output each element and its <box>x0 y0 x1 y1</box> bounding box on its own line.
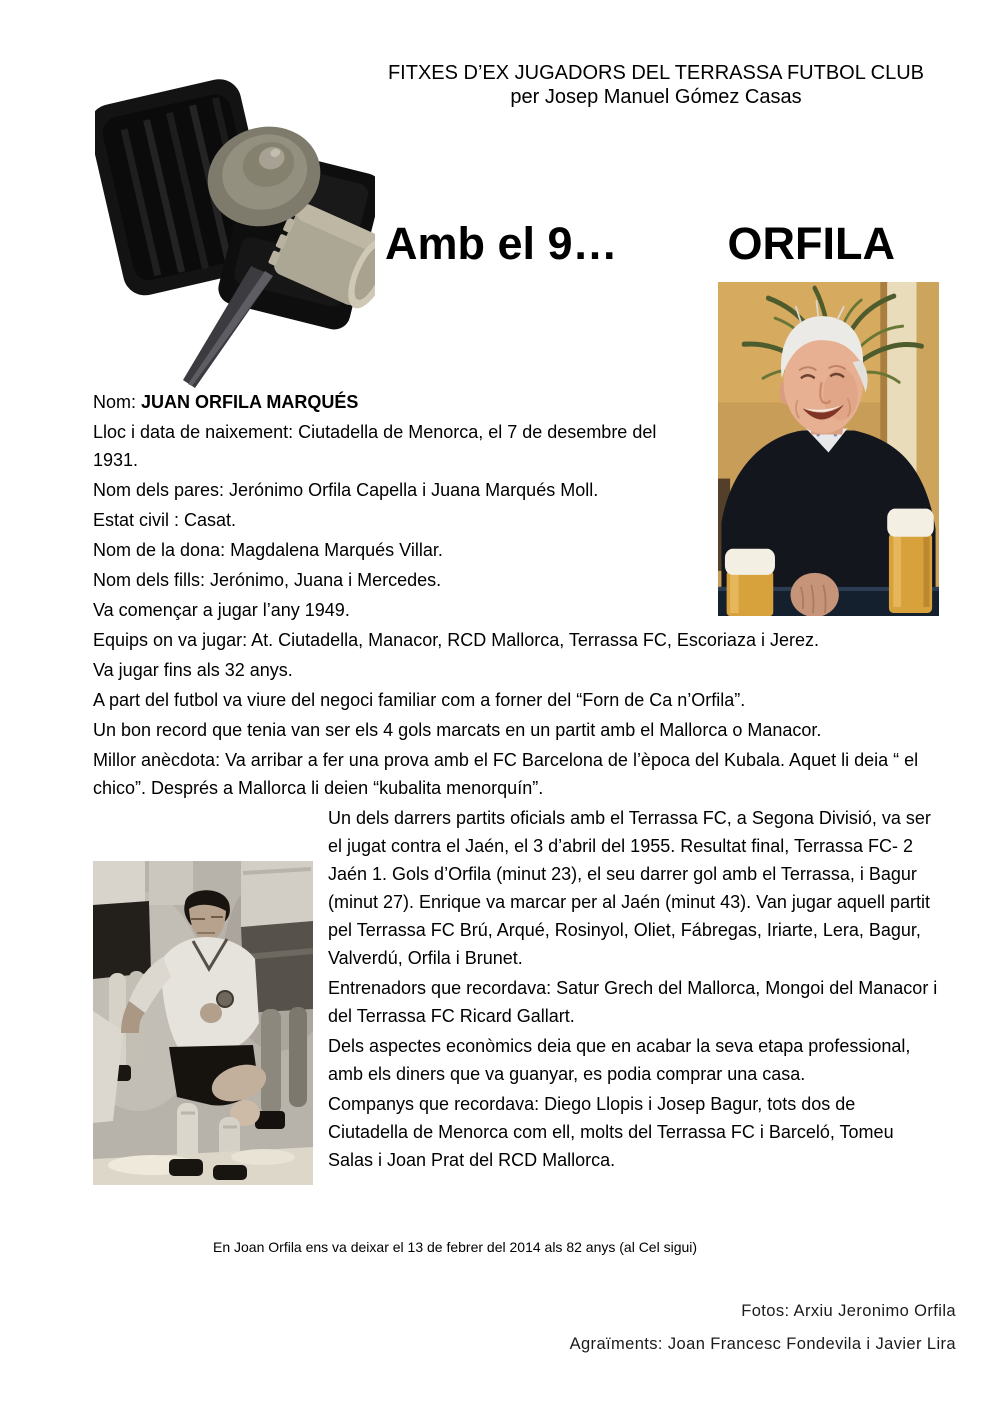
paragraph-anecdote: Millor anècdota: Va arribar a fer una prova amb el FC Barcelona de l’època del Kubala. Aquet li deia “ el chico”. Després a Mallorca li deien “kubalita menorquín”. <box>93 750 919 798</box>
paragraph-retired: Va jugar fins als 32 anys. <box>93 660 293 680</box>
farewell-note: En Joan Orfila ens va deixar el 13 de febrer del 2014 als 82 anys (al Cel sigui) <box>213 1239 698 1255</box>
paragraph-economics: Dels aspectes econòmics deia que en acabar la seva etapa professional, amb els diners que va guanyar, es podia comprar una casa. <box>328 1036 911 1084</box>
credits <box>570 1295 956 1361</box>
paragraph-business: A part del futbol va viure del negoci familiar com a forner del “Forn de Ca n’Orfila”. <box>93 690 746 710</box>
paragraph-teams: Equips on va jugar: At. Ciutadella, Manacor, RCD Mallorca, Terrassa FC, Escoriaza i Jerez. <box>93 630 819 650</box>
page-title-left: Amb el 9… <box>385 218 618 269</box>
header <box>384 61 928 109</box>
header-byline: per Josep Manuel Gómez Casas <box>510 86 802 108</box>
credit-photos: Fotos: Arxiu Jeronimo Orfila <box>741 1302 956 1320</box>
field-birth: Lloc i data de naixement: Ciutadella de Menorca, el 7 de desembre del 1931. <box>93 422 657 470</box>
paragraph-coaches: Entrenadors que recordava: Satur Grech del Mallorca, Mongoi del Manacor i del Terrassa FC Ricard Gallart. <box>328 978 938 1026</box>
field-civil-status: Estat civil : Casat. <box>93 510 237 530</box>
field-parents: Nom dels pares: Jerónimo Orfila Capella i Juana Marqués Moll. <box>93 480 599 500</box>
field-children: Nom dels fills: Jerónimo, Juana i Mercedes. <box>93 570 442 590</box>
header-title: FITXES D’EX JUGADORS DEL TERRASSA FUTBOL CLUB <box>387 62 925 84</box>
camera-photo <box>95 58 375 388</box>
team-photo <box>93 861 313 1185</box>
field-wife: Nom de la dona: Magdalena Marqués Villar. <box>93 540 443 560</box>
page-title-right: ORFILA <box>727 218 895 269</box>
portrait-photo <box>718 282 939 616</box>
paragraph-companions: Companys que recordava: Diego Llopis i Josep Bagur, tots dos de Ciutadella de Menorca com ell, molts del Terrassa FC i Barceló, Tomeu Salas i Joan Prat del RCD Mallorca. <box>328 1094 894 1170</box>
paragraph-memory: Un bon record que tenia van ser els 4 gols marcats en un partit amb el Mallorca o Manacor. <box>93 720 822 740</box>
profile-text <box>93 388 939 1189</box>
nom-value: JUAN ORFILA MARQUÉS <box>141 392 359 412</box>
title-row <box>385 218 895 270</box>
paragraph-career-start: Va començar a jugar l’any 1949. <box>93 600 350 620</box>
paragraph-last-match: Un dels darrers partits oficials amb el Terrassa FC, a Segona Divisió, va ser el jugat contra el Jaén, el 3 d’abril del 1955. Resultat final, Terrassa FC- 2 Jaén 1. Gols d’Orfila (minut 23), el seu darrer gol amb el Terrassa, i Bagur (minut 27). Enrique va marcar per al Jaén (minut 43). Van jugar aquell partit pel Terrassa FC Brú, Arqué, Rosinyol, Oliet, Fábregas, Iriarte, Lera, Bagur, Valverdú, Orfila i Brunet. <box>328 808 931 968</box>
credit-thanks: Agraïments: Joan Francesc Fondevila i Javier Lira <box>569 1335 956 1353</box>
nom-label: Nom: <box>93 392 142 412</box>
